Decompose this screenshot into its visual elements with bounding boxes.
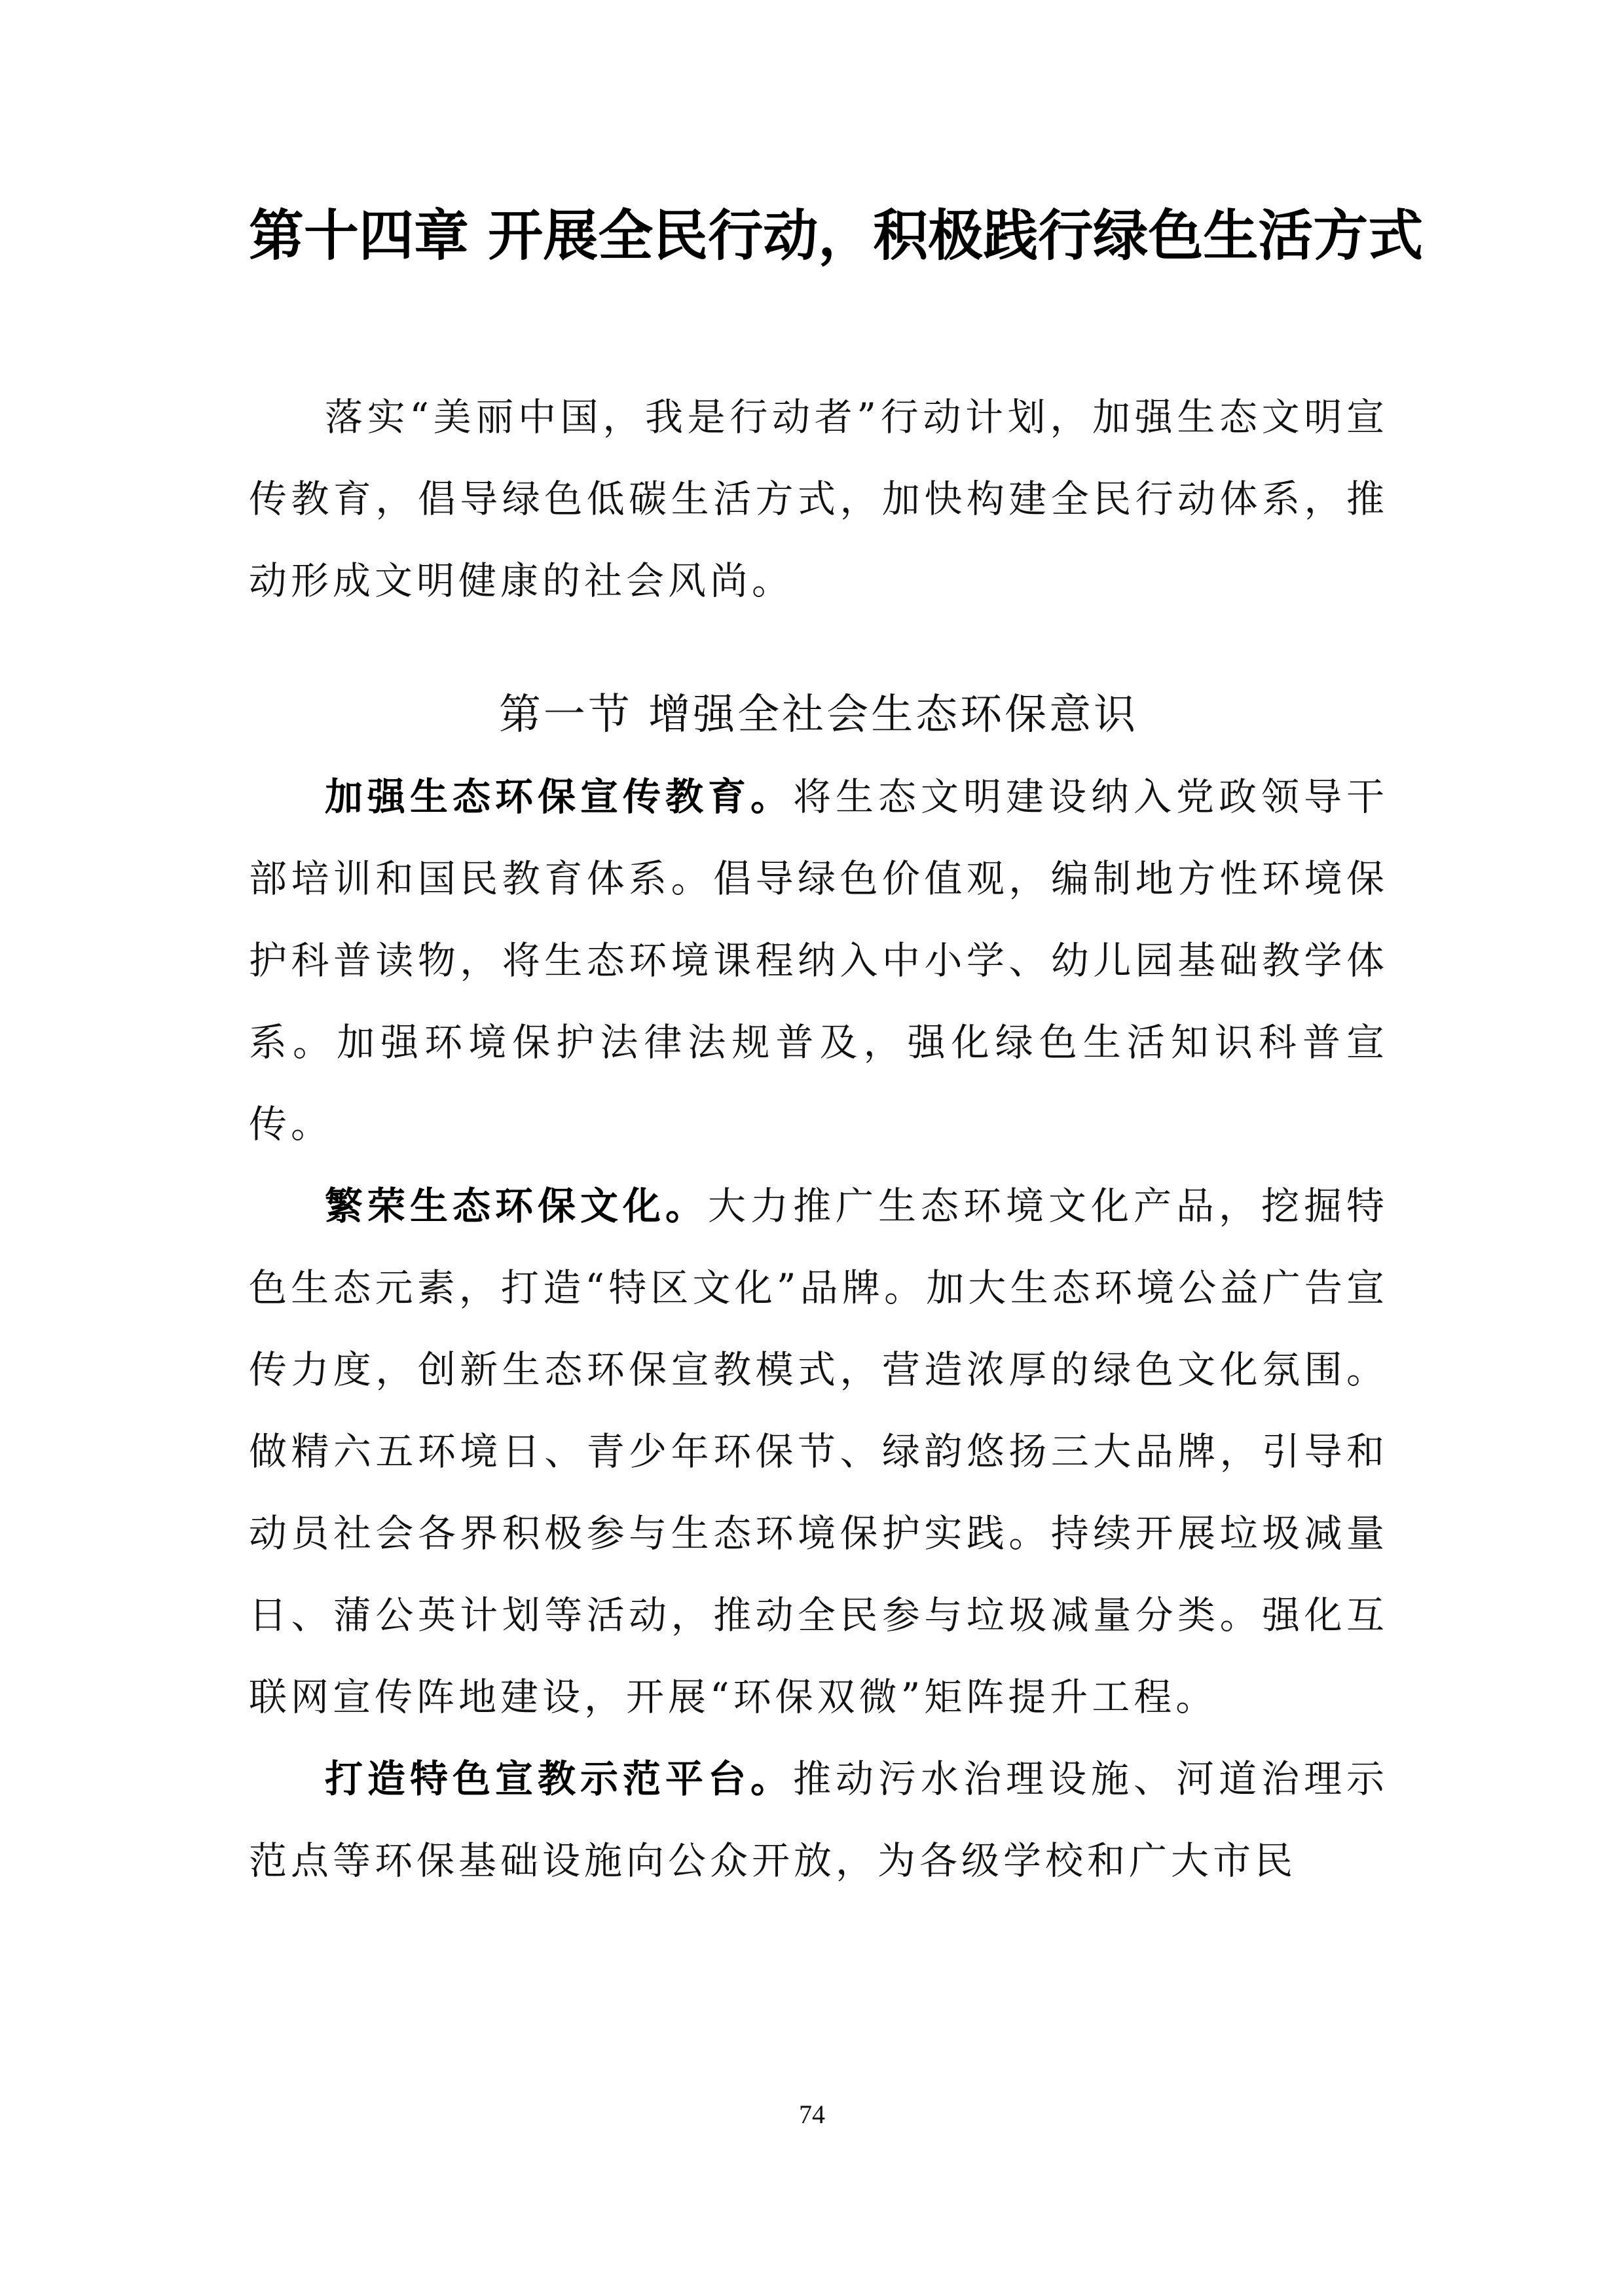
page-number: 74 xyxy=(799,2100,825,2129)
paragraph-eco-culture xyxy=(249,1165,1388,1738)
paragraph-lead: 加强生态环保宣传教育。 xyxy=(325,774,793,819)
page-content xyxy=(249,196,1424,1902)
paragraph-propaganda-education xyxy=(249,756,1388,1165)
section-title: 第一节 增强全社会生态环保意识 xyxy=(498,691,1139,739)
intro-paragraph: 落实“美丽中国，我是行动者”行动计划，加强生态文明宣传教育，倡导绿色低碳生活方式，加快构建全民行动体系，推动形成文明健康的社会风尚。 xyxy=(249,395,1388,603)
paragraph-body: 将生态文明建设纳入党政领导干部培训和国民教育体系。倡导绿色价值观，编制地方性环境保护科普读物，将生态环境课程纳入中小学、幼儿园基础教学体系。加强环境保护法律法规普及，强化绿色生活知识科普宣传。 xyxy=(249,774,1388,1146)
chapter-title: 第十四章 开展全民行动，积极践行绿色生活方式 xyxy=(249,204,1424,268)
paragraph-demo-platform xyxy=(249,1738,1388,1902)
paragraph-body: 大力推广生态环境文化产品，挖掘特色生态元素，打造“特区文化”品牌。加大生态环境公益广告宣传力度，创新生态环保宣教模式，营造浓厚的绿色文化氛围。做精六五环境日、青少年环保节、绿韵悠扬三大品牌，引导和动员社会各界积极参与生态环境保护实践。持续开展垃圾减量日、蒲公英计划等活动，推动全民参与垃圾减量分类。强化互联网宣传阵地建设，开展“环保双微”矩阵提升工程。 xyxy=(249,1184,1388,1719)
paragraph-lead: 打造特色宣教示范平台。 xyxy=(325,1757,793,1801)
paragraph-lead: 繁荣生态环保文化。 xyxy=(325,1184,708,1228)
paragraph-body: 推动污水治理设施、河道治理示范点等环保基础设施向公众开放，为各级学校和广大市民 xyxy=(249,1757,1388,1883)
